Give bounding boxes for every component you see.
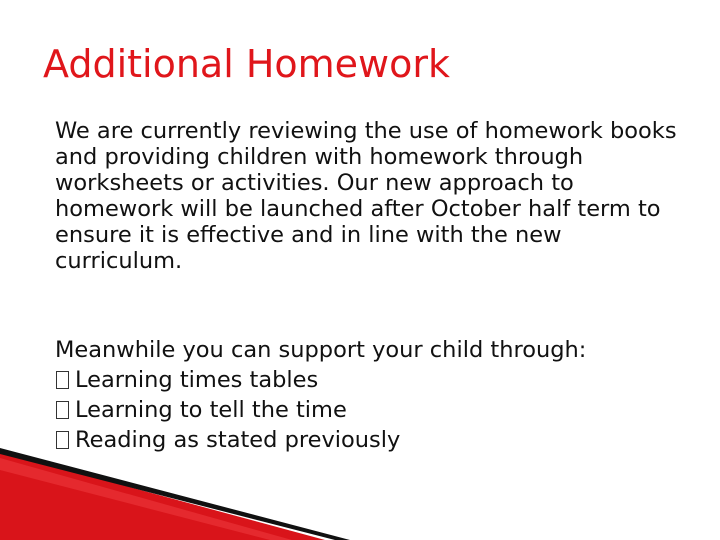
support-intro: Meanwhile you can support your child through:: [55, 337, 587, 363]
checkbox-icon: [56, 431, 69, 449]
list-item: [55, 395, 400, 425]
list-item-text: Learning times tables: [75, 367, 319, 393]
list-item: [55, 365, 400, 395]
checkbox-icon: [56, 401, 69, 419]
slide-title: Additional Homework: [43, 42, 451, 86]
bullet-list: [55, 365, 400, 455]
list-item-text: Reading as stated previously: [75, 427, 401, 453]
list-item-text: Learning to tell the time: [75, 397, 347, 423]
list-item: [55, 425, 400, 455]
body-paragraph: We are currently reviewing the use of homework books and providing children with homework through worksheets or activities. Our new approach to homework will be launched after October half term to ensure it is effective and in line with the new curriculum.: [55, 118, 677, 274]
checkbox-icon: [56, 371, 69, 389]
